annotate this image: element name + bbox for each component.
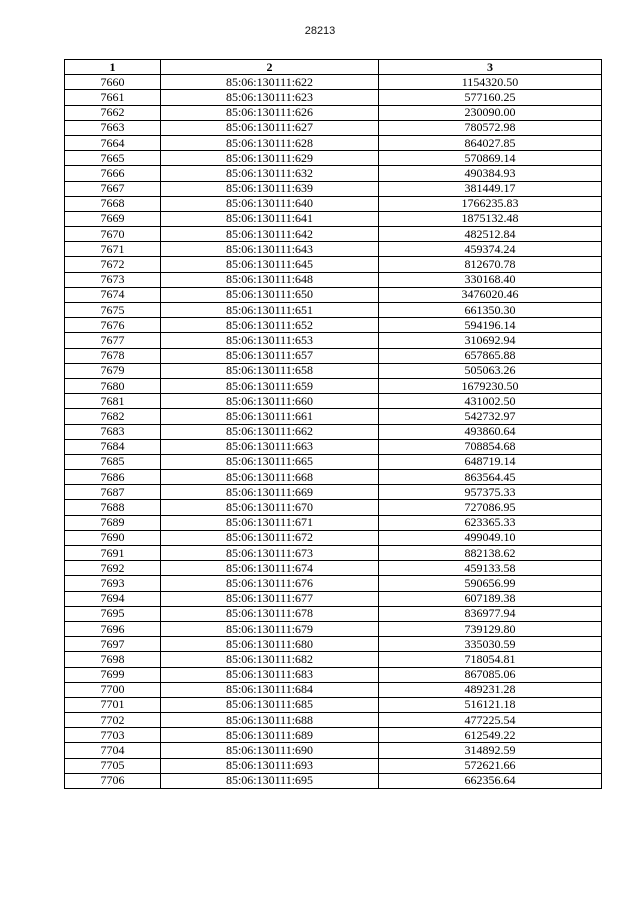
value-cell: 310692.94 bbox=[379, 333, 602, 348]
cadastral-number-cell: 85:06:130111:660 bbox=[161, 394, 379, 409]
table-row bbox=[65, 454, 602, 469]
row-number-cell: 7664 bbox=[65, 135, 161, 150]
table-row bbox=[65, 272, 602, 287]
value-cell: 657865.88 bbox=[379, 348, 602, 363]
row-number-cell: 7683 bbox=[65, 424, 161, 439]
value-cell: 661350.30 bbox=[379, 303, 602, 318]
value-cell: 594196.14 bbox=[379, 318, 602, 333]
cadastral-number-cell: 85:06:130111:673 bbox=[161, 546, 379, 561]
cadastral-number-cell: 85:06:130111:648 bbox=[161, 272, 379, 287]
cadastral-number-cell: 85:06:130111:642 bbox=[161, 227, 379, 242]
cadastral-number-cell: 85:06:130111:643 bbox=[161, 242, 379, 257]
cadastral-number-cell: 85:06:130111:689 bbox=[161, 728, 379, 743]
table-row bbox=[65, 485, 602, 500]
cadastral-number-cell: 85:06:130111:663 bbox=[161, 439, 379, 454]
table-row bbox=[65, 227, 602, 242]
data-table bbox=[64, 59, 602, 789]
table-row bbox=[65, 713, 602, 728]
cadastral-number-cell: 85:06:130111:627 bbox=[161, 120, 379, 135]
row-number-cell: 7699 bbox=[65, 667, 161, 682]
row-number-cell: 7660 bbox=[65, 75, 161, 90]
cadastral-number-cell: 85:06:130111:668 bbox=[161, 470, 379, 485]
cadastral-number-cell: 85:06:130111:626 bbox=[161, 105, 379, 120]
value-cell: 708854.68 bbox=[379, 439, 602, 454]
value-cell: 864027.85 bbox=[379, 135, 602, 150]
row-number-cell: 7665 bbox=[65, 151, 161, 166]
row-number-cell: 7681 bbox=[65, 394, 161, 409]
cadastral-number-cell: 85:06:130111:669 bbox=[161, 485, 379, 500]
value-cell: 459133.58 bbox=[379, 561, 602, 576]
value-cell: 314892.59 bbox=[379, 743, 602, 758]
row-number-cell: 7685 bbox=[65, 454, 161, 469]
cadastral-number-cell: 85:06:130111:641 bbox=[161, 211, 379, 226]
cadastral-number-cell: 85:06:130111:639 bbox=[161, 181, 379, 196]
table-row bbox=[65, 105, 602, 120]
table-row bbox=[65, 287, 602, 302]
value-cell: 882138.62 bbox=[379, 546, 602, 561]
table-row bbox=[65, 90, 602, 105]
value-cell: 570869.14 bbox=[379, 151, 602, 166]
cadastral-number-cell: 85:06:130111:665 bbox=[161, 454, 379, 469]
column-header-2: 2 bbox=[161, 60, 379, 75]
row-number-cell: 7671 bbox=[65, 242, 161, 257]
table-row bbox=[65, 758, 602, 773]
value-cell: 863564.45 bbox=[379, 470, 602, 485]
value-cell: 459374.24 bbox=[379, 242, 602, 257]
row-number-cell: 7677 bbox=[65, 333, 161, 348]
row-number-cell: 7679 bbox=[65, 363, 161, 378]
value-cell: 493860.64 bbox=[379, 424, 602, 439]
table-row bbox=[65, 470, 602, 485]
value-cell: 836977.94 bbox=[379, 606, 602, 621]
table-row bbox=[65, 500, 602, 515]
table-row bbox=[65, 546, 602, 561]
row-number-cell: 7673 bbox=[65, 272, 161, 287]
value-cell: 607189.38 bbox=[379, 591, 602, 606]
row-number-cell: 7668 bbox=[65, 196, 161, 211]
cadastral-number-cell: 85:06:130111:672 bbox=[161, 530, 379, 545]
value-cell: 957375.33 bbox=[379, 485, 602, 500]
cadastral-number-cell: 85:06:130111:685 bbox=[161, 697, 379, 712]
row-number-cell: 7702 bbox=[65, 713, 161, 728]
row-number-cell: 7704 bbox=[65, 743, 161, 758]
value-cell: 812670.78 bbox=[379, 257, 602, 272]
row-number-cell: 7692 bbox=[65, 561, 161, 576]
value-cell: 612549.22 bbox=[379, 728, 602, 743]
table-row bbox=[65, 637, 602, 652]
table-row bbox=[65, 424, 602, 439]
table-row bbox=[65, 652, 602, 667]
value-cell: 505063.26 bbox=[379, 363, 602, 378]
cadastral-number-cell: 85:06:130111:662 bbox=[161, 424, 379, 439]
cadastral-number-cell: 85:06:130111:629 bbox=[161, 151, 379, 166]
table-header-row bbox=[65, 60, 602, 75]
table-body bbox=[65, 75, 602, 789]
row-number-cell: 7690 bbox=[65, 530, 161, 545]
row-number-cell: 7669 bbox=[65, 211, 161, 226]
row-number-cell: 7662 bbox=[65, 105, 161, 120]
cadastral-number-cell: 85:06:130111:693 bbox=[161, 758, 379, 773]
value-cell: 3476020.46 bbox=[379, 287, 602, 302]
column-header-1: 1 bbox=[65, 60, 161, 75]
row-number-cell: 7670 bbox=[65, 227, 161, 242]
value-cell: 431002.50 bbox=[379, 394, 602, 409]
table-row bbox=[65, 135, 602, 150]
cadastral-number-cell: 85:06:130111:658 bbox=[161, 363, 379, 378]
row-number-cell: 7693 bbox=[65, 576, 161, 591]
column-header-3: 3 bbox=[379, 60, 602, 75]
cadastral-number-cell: 85:06:130111:683 bbox=[161, 667, 379, 682]
table-row bbox=[65, 682, 602, 697]
row-number-cell: 7694 bbox=[65, 591, 161, 606]
value-cell: 489231.28 bbox=[379, 682, 602, 697]
value-cell: 477225.54 bbox=[379, 713, 602, 728]
cadastral-number-cell: 85:06:130111:670 bbox=[161, 500, 379, 515]
table-row bbox=[65, 394, 602, 409]
table-row bbox=[65, 591, 602, 606]
table-row bbox=[65, 576, 602, 591]
cadastral-number-cell: 85:06:130111:623 bbox=[161, 90, 379, 105]
cadastral-number-cell: 85:06:130111:676 bbox=[161, 576, 379, 591]
table-row bbox=[65, 333, 602, 348]
value-cell: 542732.97 bbox=[379, 409, 602, 424]
table-row bbox=[65, 378, 602, 393]
table-row bbox=[65, 348, 602, 363]
table-row bbox=[65, 621, 602, 636]
row-number-cell: 7663 bbox=[65, 120, 161, 135]
table-row bbox=[65, 257, 602, 272]
table-row bbox=[65, 242, 602, 257]
value-cell: 1875132.48 bbox=[379, 211, 602, 226]
table-row bbox=[65, 318, 602, 333]
value-cell: 577160.25 bbox=[379, 90, 602, 105]
row-number-cell: 7698 bbox=[65, 652, 161, 667]
cadastral-number-cell: 85:06:130111:622 bbox=[161, 75, 379, 90]
table-row bbox=[65, 728, 602, 743]
value-cell: 739129.80 bbox=[379, 621, 602, 636]
cadastral-number-cell: 85:06:130111:682 bbox=[161, 652, 379, 667]
row-number-cell: 7680 bbox=[65, 378, 161, 393]
cadastral-number-cell: 85:06:130111:653 bbox=[161, 333, 379, 348]
row-number-cell: 7675 bbox=[65, 303, 161, 318]
cadastral-number-cell: 85:06:130111:690 bbox=[161, 743, 379, 758]
value-cell: 648719.14 bbox=[379, 454, 602, 469]
value-cell: 590656.99 bbox=[379, 576, 602, 591]
table-row bbox=[65, 181, 602, 196]
row-number-cell: 7678 bbox=[65, 348, 161, 363]
value-cell: 230090.00 bbox=[379, 105, 602, 120]
table-row bbox=[65, 530, 602, 545]
cadastral-number-cell: 85:06:130111:659 bbox=[161, 378, 379, 393]
row-number-cell: 7666 bbox=[65, 166, 161, 181]
table-row bbox=[65, 196, 602, 211]
cadastral-number-cell: 85:06:130111:651 bbox=[161, 303, 379, 318]
row-number-cell: 7674 bbox=[65, 287, 161, 302]
row-number-cell: 7684 bbox=[65, 439, 161, 454]
table-row bbox=[65, 303, 602, 318]
value-cell: 1766235.83 bbox=[379, 196, 602, 211]
row-number-cell: 7687 bbox=[65, 485, 161, 500]
table-row bbox=[65, 743, 602, 758]
value-cell: 867085.06 bbox=[379, 667, 602, 682]
cadastral-number-cell: 85:06:130111:671 bbox=[161, 515, 379, 530]
table-row bbox=[65, 166, 602, 181]
cadastral-number-cell: 85:06:130111:661 bbox=[161, 409, 379, 424]
value-cell: 727086.95 bbox=[379, 500, 602, 515]
row-number-cell: 7705 bbox=[65, 758, 161, 773]
row-number-cell: 7700 bbox=[65, 682, 161, 697]
value-cell: 330168.40 bbox=[379, 272, 602, 287]
cadastral-number-cell: 85:06:130111:650 bbox=[161, 287, 379, 302]
table-row bbox=[65, 773, 602, 788]
table-row bbox=[65, 120, 602, 135]
row-number-cell: 7688 bbox=[65, 500, 161, 515]
cadastral-number-cell: 85:06:130111:680 bbox=[161, 637, 379, 652]
row-number-cell: 7667 bbox=[65, 181, 161, 196]
value-cell: 780572.98 bbox=[379, 120, 602, 135]
value-cell: 662356.64 bbox=[379, 773, 602, 788]
row-number-cell: 7689 bbox=[65, 515, 161, 530]
cadastral-number-cell: 85:06:130111:677 bbox=[161, 591, 379, 606]
cadastral-number-cell: 85:06:130111:688 bbox=[161, 713, 379, 728]
cadastral-number-cell: 85:06:130111:628 bbox=[161, 135, 379, 150]
row-number-cell: 7701 bbox=[65, 697, 161, 712]
value-cell: 335030.59 bbox=[379, 637, 602, 652]
row-number-cell: 7691 bbox=[65, 546, 161, 561]
table-row bbox=[65, 697, 602, 712]
table-row bbox=[65, 409, 602, 424]
value-cell: 499049.10 bbox=[379, 530, 602, 545]
cadastral-number-cell: 85:06:130111:657 bbox=[161, 348, 379, 363]
table-row bbox=[65, 667, 602, 682]
table-row bbox=[65, 151, 602, 166]
cadastral-number-cell: 85:06:130111:674 bbox=[161, 561, 379, 576]
row-number-cell: 7695 bbox=[65, 606, 161, 621]
value-cell: 1679230.50 bbox=[379, 378, 602, 393]
value-cell: 516121.18 bbox=[379, 697, 602, 712]
row-number-cell: 7696 bbox=[65, 621, 161, 636]
row-number-cell: 7697 bbox=[65, 637, 161, 652]
table-row bbox=[65, 439, 602, 454]
value-cell: 490384.93 bbox=[379, 166, 602, 181]
page-number: 28213 bbox=[304, 25, 336, 37]
row-number-cell: 7706 bbox=[65, 773, 161, 788]
cadastral-number-cell: 85:06:130111:632 bbox=[161, 166, 379, 181]
value-cell: 718054.81 bbox=[379, 652, 602, 667]
cadastral-number-cell: 85:06:130111:640 bbox=[161, 196, 379, 211]
table-row bbox=[65, 363, 602, 378]
cadastral-number-cell: 85:06:130111:695 bbox=[161, 773, 379, 788]
value-cell: 1154320.50 bbox=[379, 75, 602, 90]
value-cell: 572621.66 bbox=[379, 758, 602, 773]
cadastral-number-cell: 85:06:130111:645 bbox=[161, 257, 379, 272]
cadastral-number-cell: 85:06:130111:678 bbox=[161, 606, 379, 621]
table-row bbox=[65, 515, 602, 530]
table-row bbox=[65, 211, 602, 226]
table-row bbox=[65, 561, 602, 576]
value-cell: 381449.17 bbox=[379, 181, 602, 196]
table-header bbox=[65, 60, 602, 75]
cadastral-number-cell: 85:06:130111:652 bbox=[161, 318, 379, 333]
row-number-cell: 7661 bbox=[65, 90, 161, 105]
row-number-cell: 7676 bbox=[65, 318, 161, 333]
row-number-cell: 7672 bbox=[65, 257, 161, 272]
value-cell: 482512.84 bbox=[379, 227, 602, 242]
cadastral-number-cell: 85:06:130111:684 bbox=[161, 682, 379, 697]
row-number-cell: 7686 bbox=[65, 470, 161, 485]
table-row bbox=[65, 606, 602, 621]
cadastral-number-cell: 85:06:130111:679 bbox=[161, 621, 379, 636]
row-number-cell: 7703 bbox=[65, 728, 161, 743]
value-cell: 623365.33 bbox=[379, 515, 602, 530]
table-row bbox=[65, 75, 602, 90]
row-number-cell: 7682 bbox=[65, 409, 161, 424]
